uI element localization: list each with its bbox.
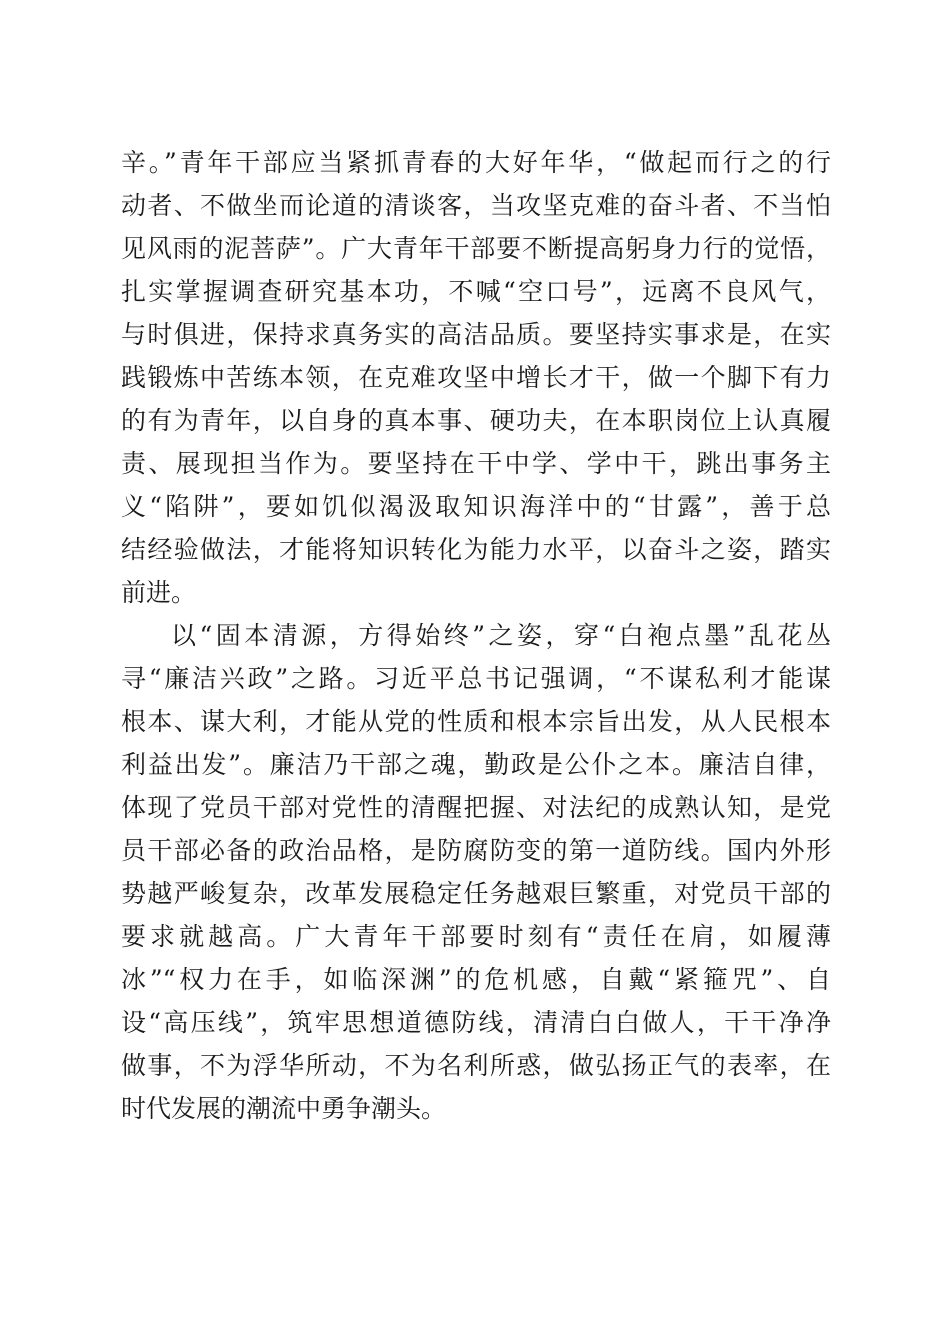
paragraph-line: 见风雨的泥菩萨”。广大青年干部要不断提高躬身力行的觉悟， [121,234,831,263]
paragraph-line: 员干部必备的政治品格，是防腐防变的第一道防线。国内外形 [121,836,831,865]
paragraph-line: 寻“廉洁兴政”之路。习近平总书记强调，“不谋私利才能谋 [121,664,831,693]
paragraph-line: 冰”“权力在手，如临深渊”的危机感，自戴“紧箍咒”、自 [121,965,831,994]
paragraph-line: 扎实掌握调查研究基本功，不喊“空口号”，远离不良风气， [121,277,831,306]
paragraph-line: 以“固本清源，方得始终”之姿，穿“白袍点墨”乱花丛 [171,621,831,650]
paragraph-line: 责、展现担当作为。要坚持在干中学、学中干，跳出事务主 [121,449,831,478]
paragraph-line: 势越严峻复杂，改革发展稳定任务越艰巨繁重，对党员干部的 [121,879,831,908]
paragraph-line: 做事，不为浮华所动，不为名利所惑，做弘扬正气的表率，在 [121,1051,831,1080]
paragraph-line: 的有为青年，以自身的真本事、硬功夫，在本职岗位上认真履 [121,406,831,435]
paragraph-line: 时代发展的潮流中勇争潮头。 [121,1094,447,1123]
paragraph-line: 结经验做法，才能将知识转化为能力水平，以奋斗之姿，踏实 [121,535,831,564]
paragraph-line: 与时俱进，保持求真务实的高洁品质。要坚持实事求是，在实 [121,320,831,349]
paragraph-line: 利益出发”。廉洁乃干部之魂，勤政是公仆之本。廉洁自律， [121,750,831,779]
paragraph-line: 践锻炼中苦练本领，在克难攻坚中增长才干，做一个脚下有力 [121,363,831,392]
paragraph-line: 义“陷阱”，要如饥似渴汲取知识海洋中的“甘露”，善于总 [121,492,831,521]
paragraph-line: 辛。”青年干部应当紧抓青春的大好年华，“做起而行之的行 [121,148,831,177]
paragraph-line: 体现了党员干部对党性的清醒把握、对法纪的成熟认知，是党 [121,793,831,822]
paragraph-line: 前进。 [121,578,197,607]
paragraph-line: 根本、谋大利，才能从党的性质和根本宗旨出发，从人民根本 [121,707,831,736]
paragraph-line: 动者、不做坐而论道的清谈客，当攻坚克难的奋斗者、不当怕 [121,191,831,220]
paragraph-line: 设“高压线”，筑牢思想道德防线，清清白白做人，干干净净 [121,1008,831,1037]
paragraph-line: 要求就越高。广大青年干部要时刻有“责任在肩，如履薄 [121,922,831,951]
